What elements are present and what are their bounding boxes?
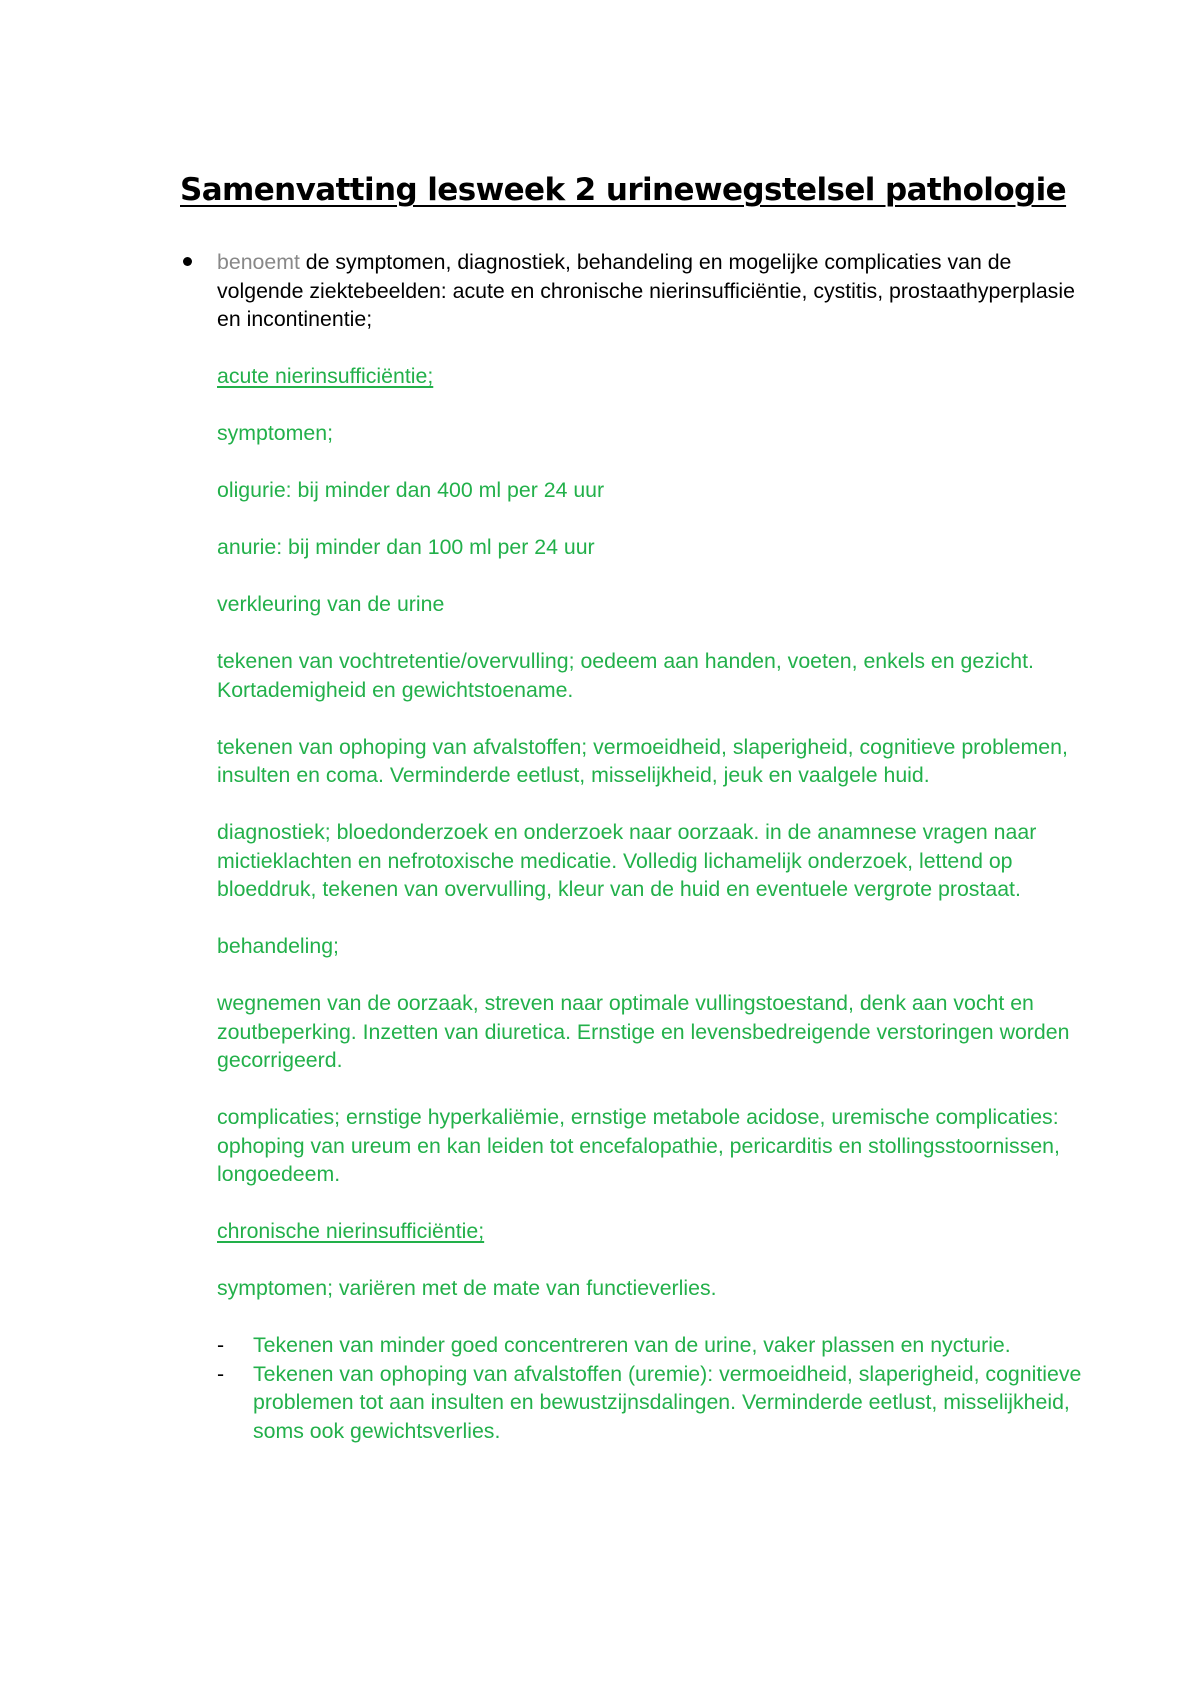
dash-marker: -: [217, 1333, 225, 1357]
acute-verkleuring: verkleuring van de urine: [217, 592, 445, 616]
acute-anurie: anurie: bij minder dan 100 ml per 24 uur: [217, 535, 595, 559]
chronisch-symptom-list: [217, 1331, 1087, 1445]
intro-paragraph: [217, 248, 1087, 334]
chronisch-heading: chronische nierinsufficiëntie;: [217, 1219, 485, 1243]
page-title: Samenvatting lesweek 2 urinewegstelsel pathologie: [180, 172, 1067, 208]
acute-afvalstoffen: tekenen van ophoping van afvalstoffen; vermoeidheid, slaperigheid, cognitieve problemen, insulten en coma. Verminderde eetlust, misselijkheid, jeuk en vaalgele huid.: [217, 734, 1068, 787]
chronisch-symptomen: symptomen; variëren met de mate van functieverlies.: [217, 1276, 717, 1300]
acute-diagnostiek: diagnostiek; bloedonderzoek en onderzoek naar oorzaak. in de anamnese vragen naar mictieklachten en nefrotoxische medicatie. Volledig lichamelijk onderzoek, lettend op bloeddruk, tekenen van overvulling, kleur van de huid en eventuele vergrote prostaat.: [217, 820, 1037, 901]
bullet-content: [217, 248, 1087, 1445]
acute-symptomen: symptomen;: [217, 421, 333, 445]
intro-lead: benoemt: [217, 250, 300, 274]
acute-vochtretentie: tekenen van vochtretentie/overvulling; oedeem aan handen, voeten, enkels en gezicht. Kortademigheid en gewichtstoename.: [217, 649, 1034, 702]
acute-oligurie: oligurie: bij minder dan 400 ml per 24 uur: [217, 478, 605, 502]
list-item-text: Tekenen van ophoping van afvalstoffen (uremie): vermoeidheid, slaperigheid, cognitieve problemen tot aan insulten en bewustzijnsdalingen. Verminderde eetlust, misselijkheid, soms ook gewichtsverlies.: [253, 1361, 1082, 1443]
dash-marker: -: [217, 1361, 225, 1386]
bullet-dot-icon: [183, 257, 192, 266]
list-item-text: Tekenen van minder goed concentreren van de urine, vaker plassen en nycturie.: [253, 1333, 1011, 1357]
list-item: [217, 1331, 1087, 1360]
acute-behandeling-label: behandeling;: [217, 934, 339, 958]
intro-rest: de symptomen, diagnostiek, behandeling en mogelijke complicaties van de volgende ziektebeelden: acute en chronische nierinsufficiëntie, cystitis, prostaathyperplasie en incontinentie;: [217, 250, 1075, 331]
acute-complicaties: complicaties; ernstige hyperkaliëmie, ernstige metabole acidose, uremische complicaties: ophoping van ureum en kan leiden tot encefalopathie, pericarditis en stollingsstoornissen, longoedeem.: [217, 1105, 1060, 1186]
list-item: [217, 1360, 1087, 1446]
acute-heading: acute nierinsufficiëntie;: [217, 364, 434, 388]
acute-behandeling-text: wegnemen van de oorzaak, streven naar optimale vullingstoestand, denk aan vocht en zoutbeperking. Inzetten van diuretica. Ernstige en levensbedreigende verstoringen worden gecorrigeerd.: [217, 991, 1070, 1072]
